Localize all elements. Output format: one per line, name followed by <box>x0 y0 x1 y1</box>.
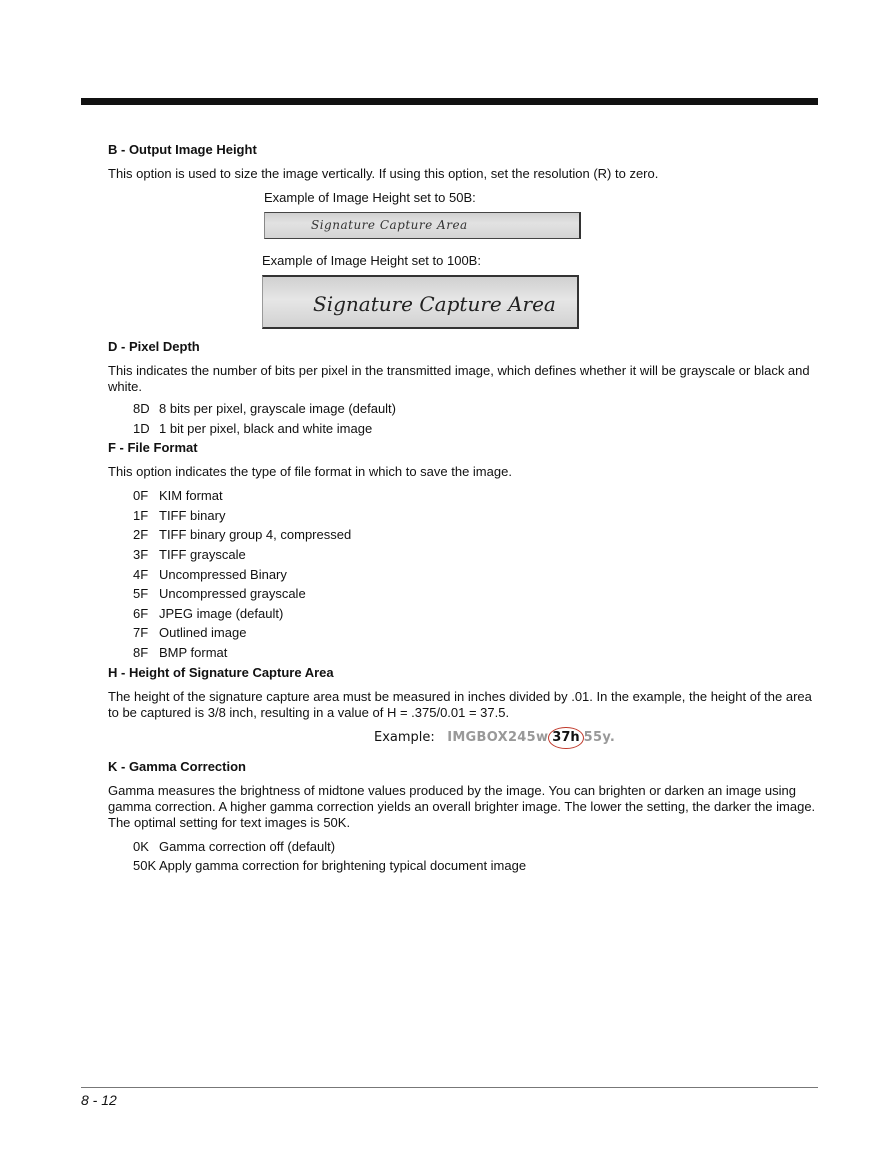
list-item <box>133 545 818 565</box>
example-command-prefix: IMGBOX245w <box>447 729 549 745</box>
section-h-heading: H - Height of Signature Capture Area <box>108 664 334 680</box>
section-b-heading: B - Output Image Height <box>108 142 257 157</box>
section-k-text: Gamma measures the brightness of midtone values produced by the image. You can brighten or darken an image using gamma correction. A higher gamma correction yields an overall brighter image. The lower the setting, the darker the image. The optimal setting for text images is 50K. <box>108 782 816 830</box>
list-item <box>133 643 818 663</box>
list-item <box>133 584 818 604</box>
section-b-text: This option is used to size the image vertically. If using this option, set the resolution (R) to zero. <box>108 166 659 181</box>
option-desc: TIFF grayscale <box>159 546 246 562</box>
option-code: 6F <box>133 605 149 621</box>
option-desc: KIM format <box>159 488 223 504</box>
section-h-text: The height of the signature capture area must be measured in inches divided by .01. In the example, the height of the area to be captured is 3/8 inch, resulting in a value of H = .375/0.01 = 37.5. <box>108 688 812 720</box>
option-desc: 8 bits per pixel, grayscale image (default) <box>159 401 397 416</box>
option-code: 1F <box>133 507 149 523</box>
list-item <box>133 399 818 419</box>
gamma-list <box>133 837 818 876</box>
section-f-heading: F - File Format <box>108 440 198 456</box>
section-f-text: This option indicates the type of file format in which to save the image. <box>108 464 512 480</box>
signature-image-text: Signature Capture Area <box>311 218 468 232</box>
option-desc: Uncompressed Binary <box>159 566 287 582</box>
list-item <box>133 565 818 585</box>
page-content <box>108 140 818 876</box>
option-code: 50K <box>133 858 157 874</box>
page-number: 8 - 12 <box>81 1092 117 1108</box>
option-desc: Apply gamma correction for brightening typical document image <box>159 858 527 874</box>
header-rule <box>81 98 818 105</box>
list-item <box>133 486 818 506</box>
list-item <box>133 856 818 876</box>
list-item <box>133 623 818 643</box>
signature-image-100b <box>262 275 579 329</box>
option-desc: BMP format <box>159 644 228 660</box>
section-k-heading: K - Gamma Correction <box>108 758 246 774</box>
option-desc: TIFF binary group 4, compressed <box>159 527 352 543</box>
option-code: 8F <box>133 644 149 660</box>
file-format-list <box>133 486 818 662</box>
signature-image-50b <box>264 212 581 239</box>
option-desc: Outlined image <box>159 625 247 641</box>
option-code: 0K <box>133 838 149 854</box>
option-desc: JPEG image (default) <box>159 605 284 621</box>
signature-example <box>374 727 818 749</box>
signature-image-text: Signature Capture Area <box>313 292 556 316</box>
option-desc: 1 bit per pixel, black and white image <box>159 420 373 436</box>
option-code: 0F <box>133 488 149 504</box>
option-code: 2F <box>133 527 149 543</box>
section-d-heading: D - Pixel Depth <box>108 339 200 354</box>
list-item <box>133 525 818 545</box>
list-item <box>133 506 818 526</box>
footer-rule <box>81 1087 818 1088</box>
example-label: Example: <box>374 729 435 745</box>
option-desc: Uncompressed grayscale <box>159 586 306 602</box>
option-code: 4F <box>133 566 149 582</box>
example-50b-caption: Example of Image Height set to 50B: <box>264 190 476 205</box>
option-desc: Gamma correction off (default) <box>159 838 336 854</box>
example-command-suffix: 55y. <box>583 729 616 745</box>
option-desc: TIFF binary <box>159 507 226 523</box>
option-code: 5F <box>133 586 149 602</box>
option-code: 7F <box>133 625 149 641</box>
option-code: 1D <box>133 420 150 436</box>
option-code: 8D <box>133 401 150 416</box>
pixel-depth-list <box>133 399 818 438</box>
list-item <box>133 419 818 439</box>
section-d-text: This indicates the number of bits per pixel in the transmitted image, which defines whether it will be grayscale or black and white. <box>108 363 810 394</box>
example-highlight-circle: 37h <box>548 727 583 749</box>
option-code: 3F <box>133 546 149 562</box>
example-100b-caption: Example of Image Height set to 100B: <box>262 253 481 268</box>
list-item <box>133 837 818 857</box>
list-item <box>133 604 818 624</box>
